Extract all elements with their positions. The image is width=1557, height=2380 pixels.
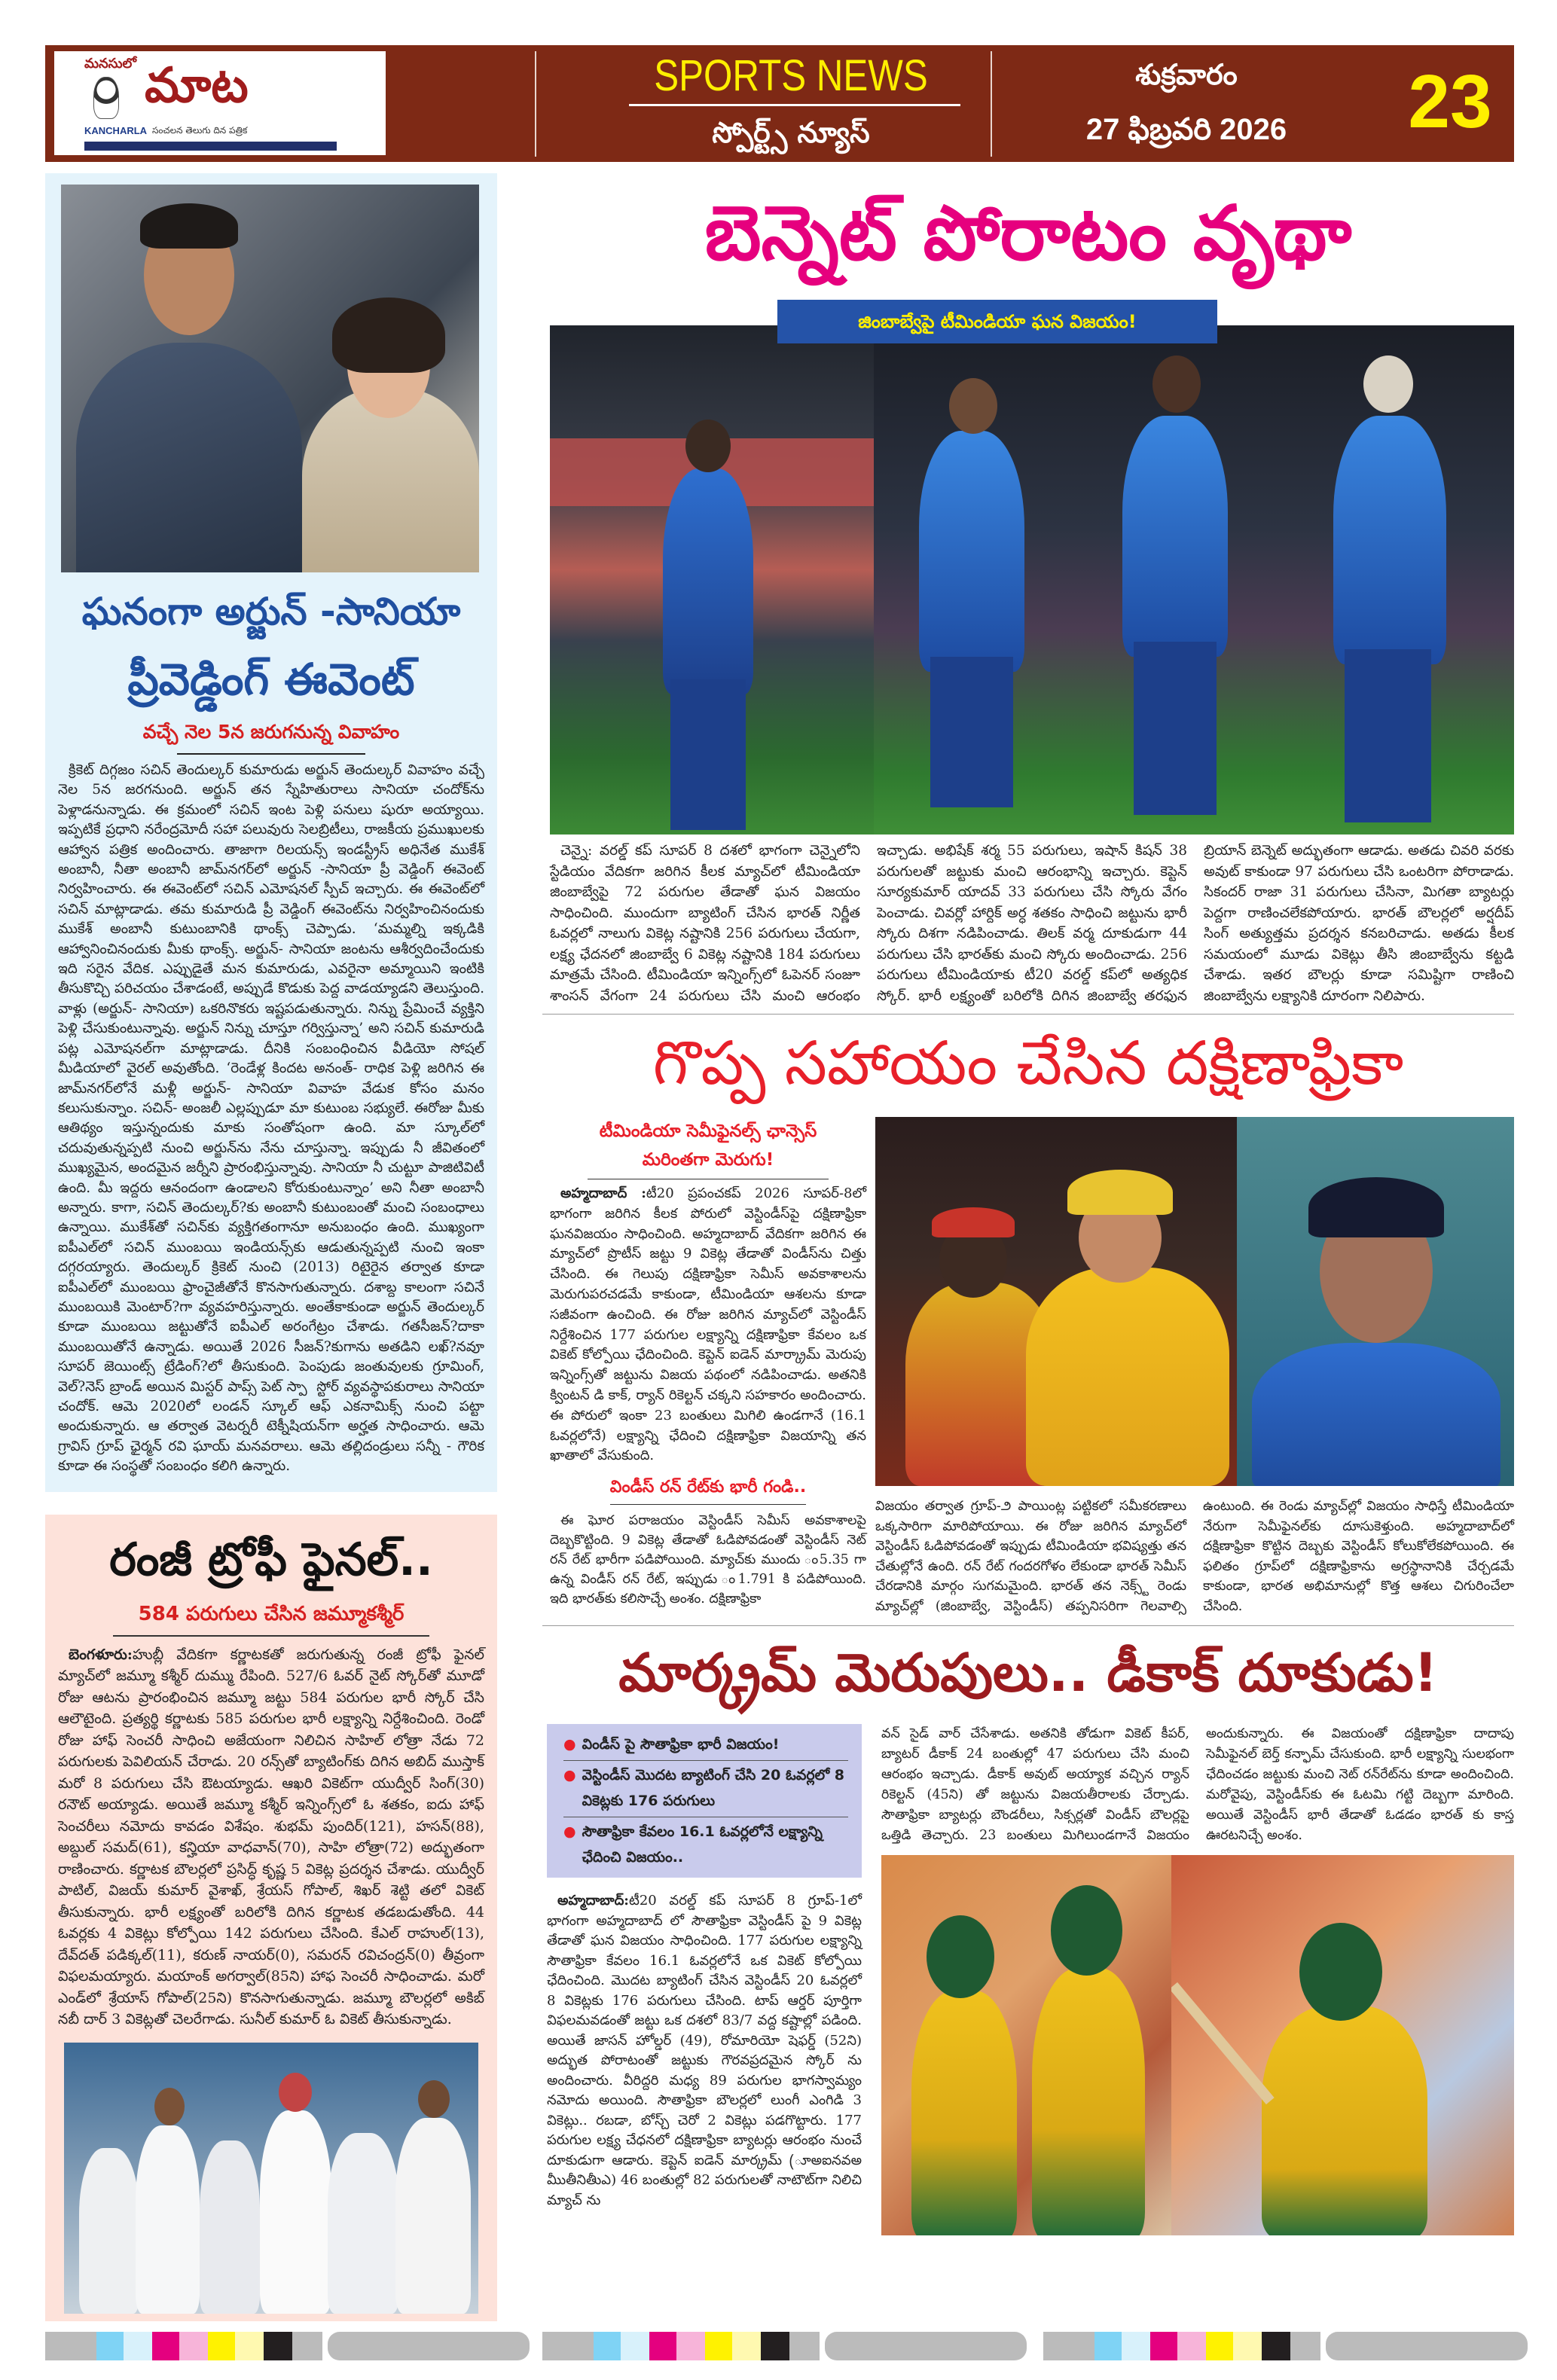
suryakumar-photo (1237, 1117, 1514, 1486)
markram-body-1: టీ20 వరల్డ్ కప్ సూపర్ 8 గ్రూప్-1లో భాగంగా అహ్మదాబాద్ లో సౌతాఫ్రికా వెస్టిండీస్ పై 9 వికెట్ల తేడాతో ఘన విజయం సాధించింది. 177 పరుగుల లక్ష్యాన్ని సౌతాఫ్రికా కేవలం 16.1 ఓవర్లలోనే ఒక వికెట్ కోల్పోయి ఛేదించింది. మొదట బ్యాటింగ్ చేసిన వెస్టిండీస్ 20 ఓవర్లలో 8 వికెట్లకు 176 పరుగులు చేసింది. టాప్ ఆర్డర్ పూర్తిగా విఫలమవడంతో జట్టు ఒక దశలో 83/7 వద్ద కష్టాల్లో పడింది. అయితే జాసన్ హోల్డర్ (49), రోమారియో షెఫర్డ్ (52ని) అద్భుత పోరాటంతో జట్టుకు గౌరవప్రదమైన స్కోర్ ను అందించారు. వీరిద్దరి మధ్య 89 పరుగుల భాగస్వామ్యం నమోదు అయింది. సౌతాఫ్రికా బౌలర్లలో లుంగీ ఎంగిడి 3 వికెట్లు.. రబడా, బోస్చ్ చెరో 2 వికెట్లు పడగొట్టారు. 177 పరుగుల లక్ష్య చేధనలో దక్షిణాఫ్రికా బ్యాటర్లు ఆరంభం నుంచే దూకుడుగా ఆడారు. కెప్టెన్ ఐడెన్ మార్క్రమ్ (ూఅఐనవఅ మీుతీనితీుఎ) 46 బంతుల్లో 82 పరుగులతో నాటౌట్‌గా నిలిచి మ్యాచ్ ను (547, 1893, 862, 2208)
arjun-headline-line2: ప్రీవెడ్డింగ్ ఈవెంట్ (127, 654, 415, 705)
bennett-banner (777, 300, 1217, 343)
divider (535, 51, 536, 157)
sa-players-photo (875, 1117, 1237, 1486)
page-number: 23 (1408, 60, 1492, 144)
markram-body-1-block (547, 1891, 862, 2211)
section-rule (629, 104, 960, 106)
bennett-photo-area (542, 300, 1514, 835)
markram-photos (881, 1855, 1514, 2235)
sa-body-2: ఈ ఘోర పరాజయం వెస్టిండీస్ సెమీస్ అవకాశాలపై దెబ్బకొట్టింది. 9 వికెట్ల తేడాతో ఓడిపోవడంతో వెస్టిండీస్ నెట్ రన్ రేట్ భారీగా పడిపోయింది. మ్యాచ్‌కు ముందు ం5.35 గా ఉన్న విండీస్ రన్ రేట్, ఇప్పుడు ం1.791 కి పడిపోయింది. ఇది భారత్‌కు కలిసొచ్చే అంశం. దక్షిణాఫ్రికా (550, 1513, 866, 1607)
arjun-headline-line1: ఘనంగా అర్జున్ -సానియా (81, 590, 461, 633)
markram-body-2: వన్ సైడ్ వార్ చేసేశాడు. అతనికి తోడుగా వికెట్ కీపర్, బ్యాటర్ డీకాక్ 24 బంతుల్లో 47 పరుగులు చేసి మంచి ఆరంభం ఇచ్చాడు. డీకాక్ అవుట్ అయ్యాక వచ్చిన ర్యాన్ రికెల్టన్ (45ని) తో జట్టును విజయతీరాలకు చేర్చాడు. సౌతాఫ్రికా బ్యాటర్లు బౌండరీలు, సిక్సర్లతో విండీస్ బౌలర్లపై ఒత్తిడి తెచ్చారు. 23 బంతులు మిగిలుండగానే విజయం అందుకున్నారు. ఈ విజయంతో దక్షిణాఫ్రికా దాదాపు సెమీఫైనల్ బెర్త్ కన్ఫామ్ చేసుకుంది. భారీ లక్ష్యాన్ని సులభంగా ఛేదించడం జట్టుకు మంచి నెట్ రన్‌రేట్‌ను కూడా అందించింది. మరోవైపు, వెస్టిండీస్‌కు ఈ ఓటమి గట్టి దెబ్బగా మారింది. అయితే వెస్టిండీస్ భారీ తేడాతో ఓడడం భారత్ కు కాస్త ఊరటనిచ్చే అంశం. (881, 1726, 1514, 1843)
ranji-team-photo (64, 2043, 478, 2314)
logo-portrait-icon (93, 77, 119, 119)
ranji-dateline: బెంగళూరు: (69, 1646, 133, 1663)
markram-highlights-box (547, 1724, 862, 1878)
bullet-icon: ● (563, 1767, 576, 1783)
newspaper-logo (54, 51, 386, 155)
bennett-banner-text: జింబాబ్వేపై టీమిండియా ఘన విజయం! (858, 311, 1137, 332)
sa-body-3: విజయం తర్వాత గ్రూప్‌-౨ పాయింట్ల పట్టికలో సమీకరణాలు ఒక్కసారిగా మారిపోయాయి. ఈ రోజు జరిగిన మ్యాచ్‌లో వెస్టిండీస్ ఓడిపోవడంతో ఇప్పుడు టీమిండియా భవిష్యత్తు తన చేతుల్లోనే ఉంది. రన్ రేట్ గందరగోళం లేకుండా భారత్ సెమీస్ చేరడానికి మార్గం సుగమమైంది. భారత్ తన నెక్స్ట్ రెండు మ్యాచ్‌ల్లో (జింబాబ్వే, వెస్టిండీస్) తప్పనిసరిగా గెలవాల్సి ఉంటుంది. ఈ రెండు మ్యాచ్‌ల్లో విజయం సాధిస్తే టీమిండియా నేరుగా సెమీఫైనల్‌కు దూసుకెళ్తుంది. అహ్మదాబాద్‌లో దక్షిణాఫ్రికా కొట్టిన దెబ్బకు వెస్టిండీస్ కోలుకోలేకపోయింది. ఈ ఫలితం గ్రూప్‌లో దక్షిణాఫ్రికాను అగ్రస్థానానికి చేర్చడమే కాకుండా, భారత అభిమానుల్లో కొత్త ఆశలు చిగురించేలా చేసింది. (875, 1499, 1514, 1614)
highlight-text: విండీస్ పై సౌతాఫ్రికా భారీ విజయం! (582, 1736, 780, 1753)
sa-body-1: టీ20 ప్రపంచకప్ 2026 సూపర్-8లో భాగంగా జరిగిన కీలక పోరులో వెస్టిండీస్‌పై దక్షిణాఫ్రికా ఘనవిజయం సాధించింది. అహ్మదాబాద్ వేదికగా జరిగిన ఈ మ్యాచ్‌లో ప్రొటీస్ జట్టు 9 వికెట్ల తేడాతో విండీస్‌ను చిత్తు చేసింది. ఈ గెలుపు దక్షిణాఫ్రికా సెమీస్ అవకాశాలను మెరుగుపరచడమే కాకుండా, టీమిండియా ఆశలను కూడా సజీవంగా ఉంచింది. ఈ రోజు జరిగిన మ్యాచ్‌లో వెస్టిండీస్ నిర్దేశించిన 177 పరుగుల లక్ష్యాన్ని దక్షిణాఫ్రికా కేవలం ఒక వికెట్ కోల్పోయి ఛేదించింది. కెప్టెన్ ఐడెన్ మార్క్రామ్ మెరుపు ఇన్నింగ్స్‌తో జట్టును విజయ పథంలో నడిపించాడు. అతనికి క్వింటన్ డి కాక్, ర్యాన్ రికెల్టన్ చక్కని సహకారం అందించారు. ఈ పోరులో ఇంకా 23 బంతులు మిగిలి ఉండగానే (16.1 ఓవర్లలోనే) లక్ష్యాన్ని ఛేదించి దక్షిణాఫ్రికా విజయాన్ని తన ఖాతాలో వేసుకుంది. (550, 1185, 867, 1464)
india-celebration-photo-right (874, 325, 1514, 835)
highlight-item (563, 1817, 848, 1870)
ranji-article (45, 1515, 497, 2321)
section-title-en: SPORTS NEWS (654, 51, 928, 100)
bullet-icon: ● (563, 1736, 576, 1753)
sa-left-column (542, 1117, 866, 1609)
highlight-item (563, 1761, 848, 1817)
bennett-body: చెన్నై: వరల్డ్ కప్ సూపర్ 8 దశలో భాగంగా చెన్నైలోని స్టేడియం వేదికగా జరిగిన కీలక మ్యాచ్‌లో టీమిండియా జింబాబ్వేపై 72 పరుగుల తేడాతో ఘన విజయం సాధించింది. ముందుగా బ్యాటింగ్ చేసిన భారత్ నిర్ణీత ఓవర్లలో నాలుగు వికెట్ల నష్టానికి 256 పరుగులు చేయగా, లక్ష్య ఛేదనలో జింబాబ్వే 6 వికెట్ల నష్టానికి 184 పరుగులు మాత్రమే చేసింది. టీమిండియా ఇన్నింగ్స్‌లో ఓపెనర్ సంజూ శాంసన్ వేగంగా 24 పరుగులు చేసి మంచి ఆరంభం ఇచ్చాడు. అభిషేక్ శర్మ 55 పరుగులు, ఇషాన్ కిషన్ 38 పరుగులతో జట్టుకు మంచి ఆరంభాన్ని ఇచ్చారు. కెప్టెన్ సూర్యకుమార్ యాదవ్ 33 పరుగులు చేసి స్కోరు వేగం పెంచాడు. చివర్లో హార్దిక్ అర్ధ శతకం సాధించి జట్టును భారీ స్కోరు దిశగా నడిపించాడు. తిలక్ వర్మ దూకుడుగా 44 పరుగులు చేసి భారత్‌కు మంచి స్కోరు అందించాడు. 256 పరుగులు టీమిండియాకు టీ20 వరల్డ్ కప్‌లో అత్యధిక స్కోర్. భారీ లక్ష్యంతో బరిలోకి దిగిన జింబాబ్వే తరఫున బ్రియాన్ బెన్నెట్ అద్భుతంగా ఆడాడు. అతడు చివరి వరకు అవుట్ కాకుండా 97 పరుగులు చేసి ఒంటరిగా పోరాడాడు. సికందర్ రాజా 31 పరుగులు చేసినా, మిగతా బ్యాటర్లు పెద్దగా రాణించలేకపోయారు. భారత్ బౌలర్లలో అర్షదీప్ సింగ్ అత్యుత్తమ ప్రదర్శన కనబరిచాడు. అతడు కీలక సమయంలో మూడు వికెట్లు తీసి జింబాబ్వేను కట్టడి చేశాడు. ఇతర బౌలర్లు కూడా సమిష్టిగా రాణించి జింబాబ్వేను లక్ష్యానికి దూరంగా నిలిపారు. (550, 843, 1514, 1004)
section-title-te: స్పోర్ట్స్ న్యూస్ (712, 116, 870, 149)
masthead (45, 45, 1514, 162)
sa-body-1-block (550, 1184, 866, 1466)
sa-right-column (875, 1117, 1514, 1616)
india-celebration-photo-left (550, 325, 874, 835)
arjun-subhead: వచ్చే నెల 5న జరుగనున్న వివాహం (142, 721, 400, 743)
sa-headline: గొప్ప సహాయం చేసిన దక్షిణాఫ్రికా (652, 1028, 1404, 1098)
bennett-headline: బెన్నెట్ పోరాటం వృథా (704, 189, 1352, 277)
highlight-item (563, 1732, 848, 1761)
logo-brand: KANCHARLA (84, 125, 148, 136)
print-color-bar (1043, 2332, 1320, 2360)
logo-small-text: మనసులో (84, 56, 137, 72)
highlight-text: వెస్టిండీస్ మొదట బ్యాటింగ్ చేసి 20 ఓవర్లలో 8 వికెట్లకు 176 పరుగులు (582, 1767, 845, 1809)
arjun-sania-photo (61, 185, 479, 572)
print-color-bars (45, 2332, 1529, 2360)
arjun-article (45, 173, 497, 1492)
bullet-icon: ● (563, 1823, 576, 1840)
arjun-body: క్రికెట్ దిగ్గజం సచిన్ తెందుల్కర్ కుమారుడు అర్జున్ తెందుల్కర్ వివాహం వచ్చే నెల 5న జరగనుంది. అర్జున్ తన స్నేహితురాలు సానియా చందోక్‌ను పెళ్లాడనున్నాడు. ఈ క్రమంలో సచిన్ ఇంట పెళ్లి పనులు షురూ అయ్యాయి. ఇప్పటికే ప్రధాని నరేంద్రమోదీ సహా పలువురు సెలబ్రిటీలు, రాజకీయ ప్రముఖులకు ఆహ్వాన పత్రిక అందించారు. తాజాగా రిలయన్స్ ఇండస్ట్రీస్ అధినేత ముకేశ్ అంబానీ, నీతా అంబానీ జామ్‌నగర్‌లో అర్జున్ -సానియా ప్రీ వెడ్డింగ్ ఈవెంట్ నిర్వహించారు. ఈ ఈవెంట్‌లో సచిన్ ఎమోషనల్ స్పీచ్ ఇచ్చారు. ఈ ఈవెంట్‌లో సచిన్ మాట్లాడాడు. తమ కుమారుడి ప్రీ వెడ్డింగ్ ఈవెంట్‌ను నిర్వహించినందుకు ముకేశ్ అంబానీ కుటుంబానికి థాంక్స్ చెప్పాడు. ‘మమ్మల్ని ఇక్కడికి ఆహ్వానించినందుకు మీకు థాంక్స్. అర్జున్- సానియా జంటను ఆశీర్వదించేందుకు ఇది సరైన వేదిక. ఎప్పుడైతే మన కుమారుడు, ఎవరైనా అమ్మాయిని ఇంటికి తీసుకొచ్చి పరిచయం చేశాడంటే, అప్పుడే కొడుకు పెద్ద వాడయ్యాడని తెలుస్తుంది. వాళ్లు (అర్జున్- సానియా) ఒకరినొకరు ఇష్టపడుతున్నారు. నిన్ను ప్రేమించే వ్యక్తిని పెళ్లి చేసుకుంటున్నావు. అర్జున్ నిన్ను చూస్తూ గర్విస్తున్నా’ అని సచిన్ కుమారుడి పట్ల ఎమోషనల్‌గా మాట్లాడాడు. దీనికి సంబంధించిన వీడియో సోషల్ మీడియాలో వైరల్ అవుతోంది. ‘రెండేళ్ల కిందట అనంత్- రాధిక పెళ్లి జరిగిన ఈ జామ్‌నగర్‌లోనే మళ్లీ అర్జున్- సానియా వివాహ వేడుక కోసం మనం కలుసుకున్నాం. సచిన్- అంజలీ ఎల్లప్పుడూ మా కుటుంబ సభ్యులే. ఈరోజు మీకు ఆతిథ్యం ఇస్తున్నందుకు మాకు సంతోషంగా ఉంది. మా స్కూల్‌లో చదువుతున్నప్పటి నుంచి అర్జున్‌ను నేను చూస్తున్నా. ఇప్పుడు నీ జీవితంలో ముఖ్యమైన, అందమైన జర్నీని ప్రారంభిస్తున్నావు. సానియా నీ చుట్టూ పాజిటివిటీ ఉంది. మీ ఇద్దరు ఆనందంగా ఉండాలని కోరుకుంటున్నాం’ అని నీతా అంబానీ అన్నారు. కాగా, సచిన్ తెందుల్కర్?కు అంబానీ కుటుంబంతో మంచి సంబంధాలు ఉన్నాయి. ముకేశ్‌తో సచిన్‌కు వ్యక్తిగతంగానూ అనుబంధం ఉంది. ముఖ్యంగా ఐపీఎల్‌లో సచిన్ ముంబయి ఇండియన్స్‌కు ఆడుతున్నప్పటి నుంచి ఇంకా దగ్గరయ్యారు. తెందుల్కర్ క్రికెట్ నుంచి (2013) రిటైరైన తర్వాత కూడా ఐపీఎల్‌లో ముంబయి ఫ్రాంచైజీతోనే కొనసాగుతున్నారు. దశాబ్ద కాలంగా సచినే ముంబయికి మెంటార్?గా వ్యవహరిస్తున్నారు. అంతేకాకుండా అర్జున్ తెందుల్కర్ కూడా ముంబయి జట్టుతోనే ఐపీఎల్ అరంగేట్రం చేశాడు. గతసీజన్?దాకా ముంబయితోనే ఉన్నాడు. అయితే 2026 సీజన్?కుగాను అతడిని లఖ్?నవూ సూపర్ జెయింట్స్ ట్రేడింగ్?లో తీసుకుంది. పెంపుడు జంతువులకు గ్రూమింగ్, వెల్?నెస్ బ్రాండ్ అయిన మిస్టర్ పాప్స్ పెట్ స్పా ‌ స్టోర్ వ్యవస్థాపకురాలు సానియా చందోక్. ఆమె 2020లో లండన్ స్కూల్ ఆఫ్ ఎకనామిక్స్ నుంచి పట్టా అందుకున్నారు. ఆ తర్వాత వెటర్నరీ టెక్నీషియన్‌గా అర్హత సాధించారు. ఆమె గ్రావిస్ గ్రూప్ ఛైర్మన్ రవి ఘాయ్ మనవరాలు. ఆమె తల్లిదండ్రులు సన్నీ - గౌరిక కూడా ఈ సంస్థతో సంబంధం కలిగి ఉన్నారు. (58, 762, 484, 1475)
markram-dateline: అహ్మదాబాద్: (557, 1893, 629, 1909)
divider (991, 51, 992, 157)
sa-photos (875, 1117, 1514, 1486)
print-register-mark (1326, 2332, 1528, 2360)
weekday: శుక్రవారం (1135, 58, 1238, 91)
logo-main-text: మాట (145, 58, 249, 114)
divider (610, 1504, 806, 1505)
print-register-mark (328, 2332, 530, 2360)
sa-subhead-2: విండీస్ రన్ రేట్‌కు భారీ గండి.. (609, 1478, 807, 1497)
sa-dateline: అహ్మదాబాద్ : (560, 1185, 646, 1201)
ranji-headline: రంజీ ట్రోఫీ ఫైనల్.. (109, 1533, 433, 1586)
markram-dekock-photo (881, 1855, 1171, 2235)
divider (177, 753, 365, 755)
markram-right-column (881, 1724, 1514, 2235)
print-register-mark (825, 2332, 1027, 2360)
print-color-bar (542, 2332, 820, 2360)
ranji-body: హుబ్లీ వేదికగా కర్ణాటకతో జరుగుతున్న రంజీ ట్రోఫీ ఫైనల్ మ్యాచ్‌లో జమ్మూ కశ్మీర్ దుమ్ము రేపింది. 527/6 ఓవర్ నైట్ స్కోర్‌తో మూడో రోజు ఆటను ప్రారంభించిన జమ్మూ జట్టు 584 పరుగుల భారీ స్కోర్ చేసి ఆలౌటైంది. ప్రత్యర్థి కర్ణాటకు 585 పరుగుల భారీ లక్ష్యాన్ని నిర్దేశించింది. రెండో రోజు హాఫ్ సెంచరీ సాధించి అజేయంగా నిలిచిన సాహిల్ లోత్రా నేడు 72 పరుగులకు పెవిలియన్ చేరాడు. 20 రన్స్‌తో బ్యాటింగ్‌కు దిగిన అబిద్ ముస్తాక్ మరో 8 పరుగులు చేసి ఔటయ్యాడు. ఆఖరి వికెట్‌గా యుద్వీర్ సింగ్(30) రనౌట్ అయ్యాడు. అయితే జమ్మూ కశ్మీర్ ఇన్నింగ్స్‌లో ఓ శతకం, ఐదు హాఫ్ సెంచరీలు నమోదు కావడం విశేషం. శుభమ్ పుందిర్(121), హసన్(88), అబ్దుల్ సమద్(61), కన్హియా వాధవాన్(70), సాహి లోత్రా(72) అద్భుతంగా రాణించారు. కర్ణాటక బౌలర్లలో ప్రసిద్ధ్ కృష్ణ 5 వికెట్ల ప్రదర్శన చేశాడు. యుద్వీర్ పాటిల్, విజయ్ కుమార్ వైశాఖ్, శ్రేయస్ గోపాల్, శిఖర్ శెట్టి తలో వికెట్ తీసుకున్నారు. భారీ లక్ష్యంతో బరిలోకి దిగిన కర్ణాటక తడబడుతోంది. 44 ఓవర్లకు 4 వికెట్లు కోల్పోయి 142 పరుగులు చేసింది. కేఎల్ రాహుల్(13), దేవ్‌దత్ పడిక్కల్(11), కరుణ్ నాయర్(0), సమరన్ రవిచంద్రన్(0) తీవ్రంగా విఫలమయ్యారు. మయాంక్ అగర్వాల్(85ని) హాఫ సెంచరీ సాధించాడు. మరో ఎండ్‌లో శ్రేయాస్ గోపాల్(25ని) కొనసాగుతున్నాడు. జమ్మూ బౌలర్లలో అకిబ్ నబీ దార్ 3 వికెట్లతో చెలరేగాడు. సునీల్ కుమార్ ఓ వికెట్ తీసుకున్నాడు. (58, 1646, 484, 2028)
sa-subhead: టీమిండియా సెమీఫైనల్స్ ఛాన్సెస్ మరింతగా మెరుగు! (599, 1121, 817, 1170)
logo-tagline: సంచలన తెలుగు దిన పత్రిక (152, 125, 248, 136)
markram-headline: మార్క్రమ్ మెరుపులు.. డీకాక్ దూకుడు! (618, 1642, 1438, 1704)
issue-date: 27 ఫిబ్రవరి 2026 (1085, 113, 1287, 146)
print-color-bar (45, 2332, 322, 2360)
ranji-subhead: 584 పరుగులు చేసిన జమ్మూకశ్మీర్ (138, 1602, 405, 1625)
divider (113, 1635, 429, 1637)
markram-left-column (547, 1724, 862, 2211)
ranji-body-block (58, 1644, 484, 2031)
logo-bar (84, 142, 337, 151)
markram-section (542, 1724, 1514, 2235)
dekock-batting-photo (1171, 1855, 1514, 2235)
sa-section (542, 1117, 1514, 1616)
highlight-text: సౌతాఫ్రికా కేవలం 16.1 ఓవర్లలోనే లక్ష్యాన్ని ఛేదించి విజయం.. (582, 1823, 823, 1866)
